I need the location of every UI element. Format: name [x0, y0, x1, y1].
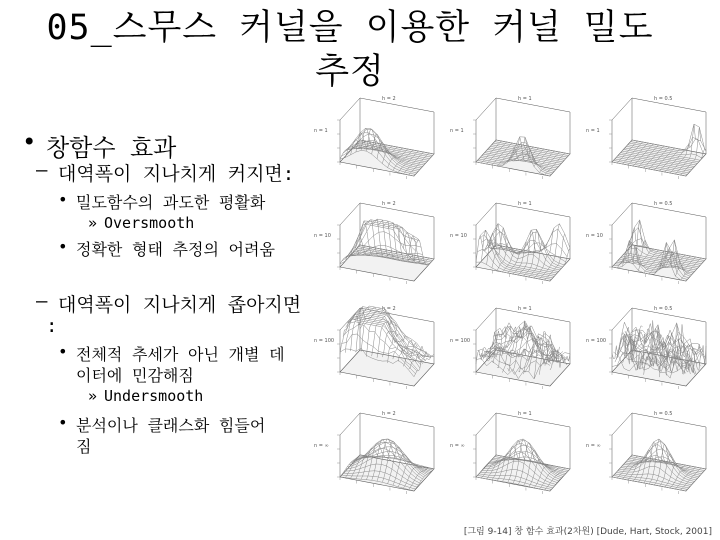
- bullet-window-effect: 창함수 효과: [46, 134, 177, 162]
- bandwidth-label: h = 0.5: [654, 306, 673, 312]
- bandwidth-label: h = 2: [382, 201, 396, 207]
- bandwidth-label: h = 1: [518, 306, 532, 312]
- bandwidth-label: h = 0.5: [654, 201, 673, 207]
- bandwidth-label: h = 1: [518, 96, 532, 102]
- bullet-dot: •: [58, 342, 68, 361]
- surface-panel: [450, 411, 570, 494]
- bullet-dot: •: [58, 190, 68, 209]
- surface-panel: [586, 411, 706, 494]
- sample-size-label: n = ∞: [314, 443, 329, 449]
- slide-body: [0, 0, 330, 540]
- bullet-undersmooth-term: Undersmooth: [104, 387, 204, 405]
- sample-size-label: n = 10: [314, 233, 331, 239]
- sample-size-label: n = 10: [586, 233, 603, 239]
- bullet-sensitive-line2: 이터에 민감해짐: [76, 366, 194, 385]
- dash-marker: –: [36, 159, 48, 181]
- surface-panel: [314, 201, 434, 284]
- sample-size-label: n = 1: [450, 128, 464, 134]
- dash-marker: –: [36, 290, 48, 312]
- bandwidth-label: h = 1: [518, 411, 532, 417]
- bandwidth-label: h = 0.5: [654, 411, 673, 417]
- figure-caption: [그림 9-14] 창 함수 효과(2차원) [Dude, Hart, Stock, 2001]: [463, 527, 712, 537]
- bullet-classification-line2: 짐: [76, 437, 92, 456]
- surface-panel: [450, 306, 570, 389]
- bullet-dot: •: [58, 237, 68, 256]
- bullet-dot: •: [22, 128, 37, 156]
- sample-size-label: n = 100: [314, 338, 335, 344]
- sample-size-label: n = ∞: [586, 443, 601, 449]
- bullet-dot: •: [58, 413, 68, 432]
- raquo-marker: »: [88, 387, 98, 405]
- bullet-oversmooth-term: Oversmooth: [104, 214, 195, 232]
- raquo-marker: »: [88, 214, 98, 232]
- slide-title: 05_스무스 커널을 이용한 커널 밀도 추정: [46, 8, 654, 92]
- surface-panel: [450, 96, 570, 179]
- bullet-classification-line1: 분석이나 클래스화 힘들어: [76, 416, 266, 435]
- surface-panel: [586, 201, 706, 284]
- bullet-wide-bandwidth: 대역폭이 지나치게 커지면:: [58, 163, 295, 185]
- bandwidth-label: h = 2: [382, 411, 396, 417]
- bandwidth-label: h = 0.5: [654, 96, 673, 102]
- surface-panel: [314, 306, 434, 389]
- surface-panel: [586, 306, 706, 389]
- kernel-density-figure: [312, 92, 720, 512]
- bullet-narrow-bandwidth: 대역폭이 지나치게 좁아지면: [58, 294, 302, 316]
- surface-panel: [450, 201, 570, 284]
- bandwidth-label: h = 2: [382, 306, 396, 312]
- bullet-narrow-bandwidth-colon: :: [46, 315, 58, 337]
- sample-size-label: n = 10: [450, 233, 467, 239]
- bandwidth-label: h = 1: [518, 201, 532, 207]
- surface-panel: [586, 96, 706, 179]
- bullet-shape-difficulty: 정확한 형태 추정의 어려움: [76, 240, 275, 259]
- bullet-sensitive-line1: 전체적 추세가 아닌 개별 데: [76, 345, 285, 364]
- sample-size-label: n = 100: [450, 338, 471, 344]
- sample-size-label: n = ∞: [450, 443, 465, 449]
- sample-size-label: n = 1: [314, 128, 328, 134]
- bullet-oversmoothing: 밀도함수의 과도한 평활화: [76, 193, 266, 212]
- sample-size-label: n = 1: [586, 128, 600, 134]
- surface-panel: [314, 411, 434, 494]
- surface-panel: [314, 96, 434, 179]
- bandwidth-label: h = 2: [382, 96, 396, 102]
- surface-plot-grid: [312, 92, 720, 512]
- sample-size-label: n = 100: [586, 338, 607, 344]
